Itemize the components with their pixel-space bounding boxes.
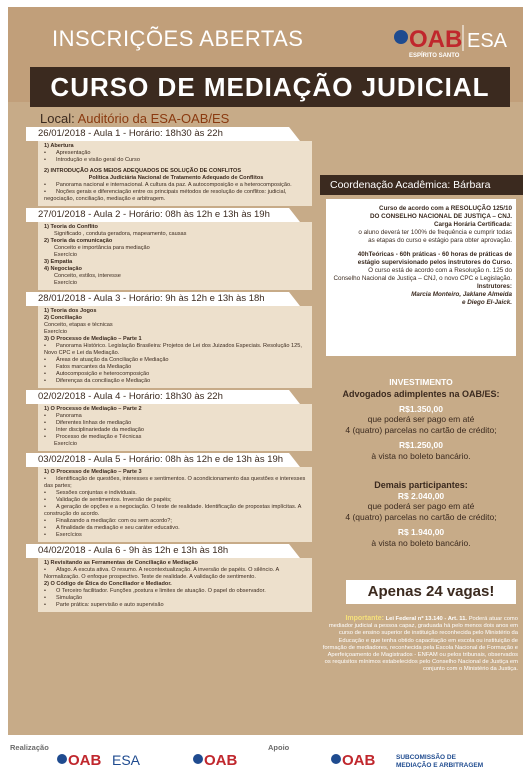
- lesson-item: Exercício: [44, 329, 68, 335]
- lesson-topic: 1) Revisitando as Ferramentas de Conciliação e Mediação: [44, 560, 198, 566]
- lesson-item: • O Terceiro facilitador. Funções ,postura e limites de atuação. O papel do observador.: [44, 588, 308, 595]
- lesson-item: • Diferentes linhas de mediação: [44, 420, 308, 427]
- registrations-open-label: INSCRIÇÕES ABERTAS: [52, 26, 304, 51]
- lesson-item: Conceito, etapas e técnicas: [44, 322, 113, 328]
- svg-text:SUBCOMISSÃO DE: SUBCOMISSÃO DE: [396, 754, 456, 761]
- lesson-item: • A geração de opções e a negociação. O teste de realidade. Identificação de propostas implícitas. A construção do acordo.: [44, 504, 308, 518]
- price-heading: Demais participantes:: [374, 480, 468, 490]
- info-line: DO CONSELHO NACIONAL DE JUSTIÇA – CNJ.: [369, 213, 512, 220]
- svg-text:ESPÍRITO SANTO: ESPÍRITO SANTO: [409, 53, 460, 59]
- lesson-content: [38, 404, 312, 451]
- info-line: e Diego El-Jaick.: [461, 299, 512, 306]
- location: [40, 111, 229, 126]
- price-value: R$ 2.040,00: [397, 490, 445, 501]
- lesson-topic: 3) O Processo de Mediação – Parte 1: [44, 336, 142, 342]
- lesson-topic: Política Judiciária Nacional de Tratamento Adequado de Conflitos: [88, 175, 264, 181]
- important-text: Poderá atuar como mediador judicial a pessoa capaz, graduada há pelo menos dois anos em curso de ensino superior de instituição reconhecida pelo Ministério da Educação e que tenha obtido capacitação em escola ou instituição de formação de mediadores, reconhecida pela Escola Nacional de Formação e Aperfeiçoamento de Magistrados - ENFAM ou pelos tribunais, observados os requisitos mínimos estabelecidos pelo Conselho Nacional de Justiça em conjunto com o Ministério da Justiça.: [322, 616, 518, 673]
- lesson-item: Exercício: [54, 441, 78, 447]
- lesson-item: • Introdução e visão geral do Curso: [44, 157, 308, 164]
- important-notice: [320, 615, 518, 674]
- lesson-item: Exercício: [54, 280, 78, 286]
- price-heading: Advogados adimplentes na OAB/ES:: [342, 389, 500, 399]
- svg-text:OAB: OAB: [409, 26, 463, 53]
- lesson-item: • Finalizando a mediação: com ou sem acordo?;: [44, 518, 308, 525]
- oab-esa-logo: [391, 17, 511, 67]
- info-line: o aluno deverá ter 100% de frequência e cumprir todas: [358, 229, 512, 236]
- price-others: [326, 480, 516, 548]
- lesson-item: • Validação de sentimentos. Inversão de papéis;: [44, 497, 308, 504]
- lesson-content: [38, 141, 312, 206]
- info-line: estágio supervisionado pelos instrutores do Curso.: [357, 259, 512, 266]
- svg-text:ESA: ESA: [112, 752, 141, 768]
- lesson-item: • Processo de mediação e Técnicas: [44, 434, 308, 441]
- svg-text:ESA: ESA: [467, 30, 508, 52]
- price-note: que poderá ser pago em até: [367, 414, 475, 424]
- price-note: à vista no boleto bancário.: [371, 537, 471, 548]
- lesson-topic: 1) Teoria do Conflito: [44, 224, 98, 230]
- lesson-item: • Diferenças da conciliação e Mediação: [44, 378, 308, 385]
- lesson-item: • Parte prática: supervisão e auto supervisão: [44, 602, 308, 609]
- limited-seats-badge: Apenas 24 vagas!: [346, 580, 516, 604]
- lesson-header: [26, 127, 312, 141]
- price-note: 4 (quatro) parcelas no cartão de crédito;: [345, 511, 497, 522]
- price-value: R$ 1.940,00: [397, 527, 445, 537]
- price-note: à vista no boleto bancário.: [371, 450, 471, 461]
- lesson-item: • Áreas de atuação da Conciliação e Mediação: [44, 357, 308, 364]
- lesson-item: • Panorama nacional e internacional. A cultura da paz. A autocomposição e a heterocomposição.: [44, 182, 308, 189]
- lesson-item: Significado , conduta geradora, mapeamento, causas: [54, 231, 187, 237]
- lesson-content: [38, 222, 312, 290]
- lesson-title: 02/02/2018 - Aula 4 - Horário: 18h30 às 22h: [38, 391, 223, 402]
- lesson-topic: 1) Teoria dos Jogos: [44, 308, 97, 314]
- info-line: Carga Horária Certificada:: [433, 221, 512, 228]
- lesson-item: • Autocomposição e heterocomposição: [44, 371, 308, 378]
- info-line: Marcia Monteiro, Jaklane Almeida: [411, 291, 512, 298]
- lesson-item: • Simulação: [44, 595, 308, 602]
- info-line: Conselho Nacional de Justiça – CNJ, o novo CPC e Legislação.: [333, 275, 512, 282]
- coordination-banner: Coordenação Acadêmica: Bárbara: [320, 175, 523, 195]
- apoio-label: Apoio: [268, 743, 290, 752]
- lesson-item: • Exercícios: [44, 532, 308, 539]
- lesson-item: • Apresentação: [44, 150, 308, 157]
- footer-oab-esa-logo: [54, 752, 164, 768]
- lesson-item: • Fatos marcantes da Mediação: [44, 364, 308, 371]
- lesson-header: [26, 208, 312, 222]
- location-label: Local:: [40, 111, 75, 126]
- poster: [8, 7, 523, 735]
- footer-oab-logo: [190, 752, 260, 768]
- lesson-topic: 3) Empatia: [44, 259, 73, 265]
- svg-text:OAB: OAB: [204, 752, 238, 768]
- lesson-header: [26, 453, 312, 467]
- important-law: Lei Federal nº 13.140 - Art. 11.: [385, 616, 468, 622]
- lesson-topic: 2) Teoria da comunicação: [44, 238, 113, 244]
- lesson-item: • Sessões conjuntas e individuais.: [44, 490, 308, 497]
- price-note: que poderá ser pago em até: [367, 501, 475, 511]
- lesson-content: [38, 306, 312, 388]
- lesson-topic: 2) O Código de Ética do Conciliador e Mediador.: [44, 581, 172, 587]
- footer-subcommission-logo: [328, 752, 518, 768]
- important-label: Importante:: [345, 615, 384, 622]
- info-line: as etapas do curso e estágio para obter aprovação.: [368, 237, 512, 244]
- info-line: Instrutores:: [477, 283, 512, 290]
- price-note: 4 (quatro) parcelas no cartão de crédito;: [345, 424, 497, 435]
- info-line: Curso de acordo com a RESOLUÇÃO 125/10: [379, 205, 512, 212]
- lesson-title: 26/01/2018 - Aula 1 - Horário: 18h30 às 22h: [38, 128, 223, 139]
- svg-text:MEDIAÇÃO E ARBITRAGEM: MEDIAÇÃO E ARBITRAGEM: [396, 762, 484, 768]
- lesson-content: [38, 467, 312, 542]
- title-banner: [30, 67, 510, 107]
- lesson-item: Conceito, estilos, interesse: [54, 273, 121, 279]
- lesson-header: [26, 292, 312, 306]
- lesson-topic: 4) Negociação: [44, 266, 82, 272]
- lesson-item: • Afago. A escuta ativa. O resumo. A recontextualização. A inversão de papéis. O silêncio. A Normalização. O enfoque prospectivo. Teste de realidade. A validação de sentimento.: [44, 567, 308, 581]
- lesson-item: • Panorama Histórico. Legislação Brasileira: Projetos de Lei dos Juizados Especiais. Resolução 125, Novo CPC e Lei da Mediação.: [44, 343, 308, 357]
- lesson-topic: 1) Abertura: [44, 143, 74, 149]
- price-value: R$1.350,00: [399, 403, 443, 414]
- lesson-item: Conceito e importância para mediação: [54, 245, 150, 251]
- lesson-item: • Inter disciplinariedade da mediação: [44, 427, 308, 434]
- lesson-item: • A finalidade da mediação e seu caráter educativo.: [44, 525, 308, 532]
- investment-title: INVESTIMENTO: [389, 377, 453, 387]
- svg-text:OAB: OAB: [68, 752, 102, 768]
- info-line: 40hTeóricas - 60h práticas - 60 horas de práticas de: [357, 251, 512, 258]
- lesson-header: [26, 544, 312, 558]
- price-value: R$1.250,00: [399, 440, 443, 450]
- lesson-title: 28/01/2018 - Aula 3 - Horário: 9h às 12h e 13h às 18h: [38, 293, 265, 304]
- lesson-title: 04/02/2018 - Aula 6 - 9h às 12h e 13h às 18h: [38, 545, 229, 556]
- lesson-topic: 1) O Processo de Mediação – Parte 2: [44, 406, 142, 412]
- course-info-box: [326, 199, 516, 356]
- realizacao-label: Realização: [10, 743, 49, 752]
- price-members: [326, 389, 516, 461]
- svg-text:OAB: OAB: [342, 752, 376, 768]
- lesson-item: • Noções gerais e diferenciação entre os principais métodos de resolução de conflitos: judicial, negociação, conciliação, mediação e arbitragem.: [44, 189, 308, 203]
- lesson-topic: 2) INTRODUÇÃO AOS MEIOS ADEQUADOS DE SOLUÇÃO DE CONFLITOS: [44, 168, 242, 174]
- location-value: Auditório da ESA-OAB/ES: [77, 111, 230, 126]
- lesson-item: • Identificação de questões, interesses e sentimentos. O acondicionamento das questões e interesses das partes;: [44, 476, 308, 490]
- lesson-topic: 2) Conciliação: [44, 315, 82, 321]
- lesson-topic: 1) O Processo de Mediação – Parte 3: [44, 469, 142, 475]
- lesson-item: Exercício: [54, 252, 78, 258]
- lessons-column: [26, 125, 312, 612]
- lesson-content: [38, 558, 312, 612]
- info-line: O curso está de acordo com a Resolução n. 125 do: [368, 267, 512, 274]
- lesson-title: 03/02/2018 - Aula 5 - Horário: 08h às 12h e de 13h às 19h: [38, 454, 284, 465]
- lesson-header: [26, 390, 312, 404]
- page-title: CURSO DE MEDIAÇÃO JUDICIAL: [50, 72, 490, 102]
- lesson-title: 27/01/2018 - Aula 2 - Horário: 08h às 12h e 13h às 19h: [38, 209, 270, 220]
- lesson-item: • Panorama: [44, 413, 308, 420]
